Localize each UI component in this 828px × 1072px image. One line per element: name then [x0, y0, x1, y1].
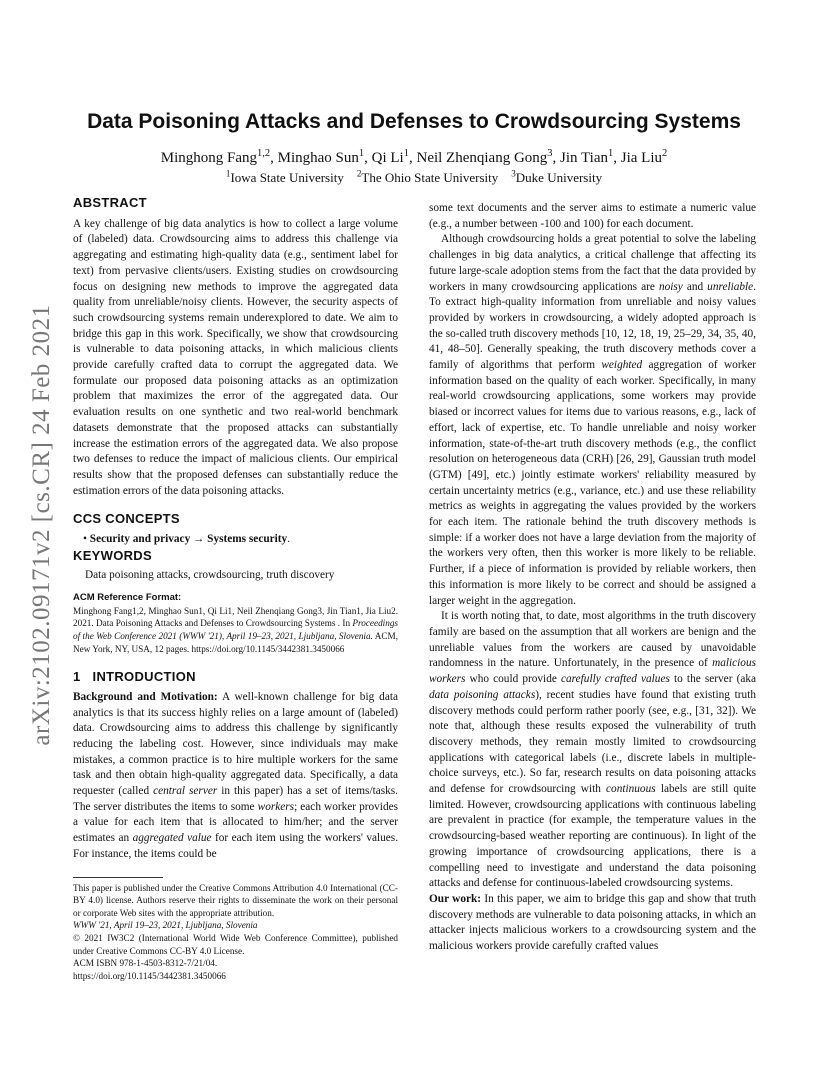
paragraph: some text documents and the server aims to estimate a numeric value (e.g., a number between -100 and 100) for each document.: [429, 202, 756, 230]
abstract-heading: ABSTRACT: [73, 195, 147, 210]
keywords-heading: KEYWORDS: [73, 547, 152, 563]
arxiv-side-label: arXiv:2102.09171v2 [cs.CR] 24 Feb 2021: [28, 304, 55, 746]
paragraph: Although crowdsourcing holds a great potential to solve the labeling challenges in big data analytics, a critical challenge that affecting its future large-scale adoption stems from the fact that the data provided by workers in many crowdsourcing applications are noisy and unreliable. To extract high-quality information from unreliable and noisy values provided by workers in crowdsourcing, a widely adopted approach is the so-called truth discovery methods [10, 12, 18, 19, 25–29, 34, 35, 40, 41, 48–50]. Generally speaking, the truth discovery methods cover a family of algorithms that perform weighted aggregation of worker information based on the quality of each worker. Specifically, in many real-world crowdsourcing applications, some workers may provide biased or incorrect values for items due to various reasons, e.g., lack of effort, lack of expertise, etc. To handle unreliable and noisy worker information, state-of-the-art truth discovery methods (e.g., the conflict resolution on heterogeneous data (CRH) [26, 29], Gaussian truth model (GTM) [49], etc.) jointly estimate workers' reliability measured by certain uncertainty metrics (e.g., variance, etc.) and use these reliability metrics as weights in aggregating the values provided by the workers for each item. The rationale behind the truth discovery methods is simple: if a worker does not have a large deviation from the majority of the workers very often, then this worker is more likely to be reliable. Further, if a piece of information is provided by reliable workers, then this information is more likely to be correct and should be assigned a larger weight in the aggregation.: [429, 233, 757, 607]
author: Neil Zhenqiang Gong$^3$: [416, 148, 553, 166]
affiliation-list: [0, 170, 828, 186]
author: Qi Li$^1$: [371, 148, 409, 166]
affiliation: $^1$Iowa State University: [225, 168, 344, 185]
author: Jia Liu$^2$: [620, 148, 668, 166]
right-column: [429, 201, 756, 955]
author: Jin Tian$^1$: [560, 148, 614, 166]
ccs-concept: • Security and privacy → Systems security.: [83, 533, 291, 546]
left-column: [73, 195, 398, 982]
acm-reference-heading: ACM Reference Format:: [73, 592, 182, 604]
intro-paragraph: Background and Motivation: A well-known challenge for big data analytics is that its success highly relies on a large amount of (labeled) data. Crowdsourcing aims to address this challenge by significantly reducing the labeling cost. However, since individuals may make mistakes, a common practice is to hire multiple workers for the same task and then obtain high-quality aggregated data. Specifically, a data requester (called central server in this paper) has a set of items/tasks. The server distributes the items to some workers; each worker provides a value for each item that is allocated to him/her; and the server estimates an aggregated value for each item using the workers' values. For instance, the items could be: [73, 690, 399, 860]
paragraph: It is worth noting that, to date, most algorithms in the truth discovery family are based on the assumption that all workers are benign and the unreliable values from the workers are caused by unavoidable randomness in the nature. Unfortunately, in the presence of malicious workers who could provide carefully crafted values to the server (aka data poisoning attacks), recent studies have found that existing truth discovery methods could perform rather poorly (see, e.g., [31, 32]). We note that, although these results exposed the vulnerability of truth discovery methods, they remain mostly limited to crowdsourcing applications with categorical labels (i.e., discrete labels in multiple-choice surveys, etc.). So far, research results on data poisoning attacks and defense for crowdsourcing with continuous labels are still quite limited. However, crowdsourcing applications with continuous labeling are prevalent in practice (for example, the temperature values in the crowdsourcing-based weather reporting are continuous). In light of the growing importance of crowdsourcing applications, there is a compelling need to investigate and understand the data poisoning attacks and defense for continuous-labeled crowdsourcing systems.: [429, 610, 757, 890]
keywords-text: Data poisoning attacks, crowdsourcing, truth discovery: [85, 569, 335, 582]
ccs-heading: CCS CONCEPTS: [73, 511, 180, 527]
acm-reference: ACM Reference Format: Minghong Fang1,2, Minghao Sun1, Qi Li1, Neil Zhenqiang Gong3, Jin Tian1, Jia Liu2. 2021. Data Poisoning Attacks and Defenses to Crowdsourcing Systems . In Proceedings of the Web Conference 2021 (WWW '21), April 19–23, 2021, Ljubljana, Slovenia. ACM, New York, NY, USA, 12 pages. https://doi.org/10.1145/3442381.3450066: [73, 592, 398, 654]
affiliation: $^2$The Ohio State University: [356, 168, 499, 185]
author-list: Minghong Fang$^{1,2}$, Minghao Sun$^1$, Qi Li$^1$, Neil Zhenqiang Gong$^3$, Jin Tian$^1$, Jia Liu$^2$: [160, 148, 668, 166]
paper-title: Data Poisoning Attacks and Defenses to Crowdsourcing Systems: [87, 110, 741, 133]
paragraph: Our work: In this paper, we aim to bridge this gap and show that truth discovery methods are vulnerable to data poisoning attacks, in which an attacker injects malicious workers to a crowdsourcing system and the malicious workers provide carefully crafted values: [429, 892, 756, 953]
footnote: This paper is published under the Creative Commons Attribution 4.0 International (CC-BY 4.0) license. Authors reserve their rights to disseminate the work on their personal or corporate Web sites with the appropriate attribution. WWW '21, April 19–23, 2021, Ljubljana, Slovenia © 2021 IW3C2 (International World Wide Web Conference Committee), published under Creative Commons CC-BY 4.0 License. ACM ISBN 978-1-4503-8312-7/21/04. https://doi.org/10.1145/3442381.3450066: [73, 882, 398, 981]
affiliation: $^3$Duke University: [511, 168, 603, 185]
footnote-rule: [73, 877, 163, 878]
section-heading-introduction: 1 INTRODUCTION: [73, 669, 196, 685]
abstract-text: A key challenge of big data analytics is how to collect a large volume of (labeled) data. Crowdsourcing aims to address this challenge via aggregating and estimating high-quality data (e.g., sentiment label for text) from pervasive clients/users. Existing studies on crowdsourcing focus on designing new methods to improve the aggregated data quality from unreliable/noisy clients. However, the security aspects of such crowdsourcing systems remain underexplored to date. We aim to bridge this gap in this work. Specifically, we show that crowdsourcing is vulnerable to data poisoning attacks, in which malicious clients provide carefully crafted data to corrupt the aggregated data. We formulate our proposed data poisoning attacks as an optimization problem that maximizes the error of the aggregated data. Our evaluation results on one synthetic and two real-world benchmark datasets demonstrate that the proposed attacks can substantially increase the estimation errors of the aggregated data. We also propose two defenses to reduce the impact of malicious clients. Our empirical results show that the proposed defenses can substantially reduce the estimation errors of the data poisoning attacks.: [73, 217, 398, 497]
author: Minghong Fang$^{1,2}$: [160, 148, 271, 166]
author: Minghao Sun$^1$: [277, 148, 365, 166]
